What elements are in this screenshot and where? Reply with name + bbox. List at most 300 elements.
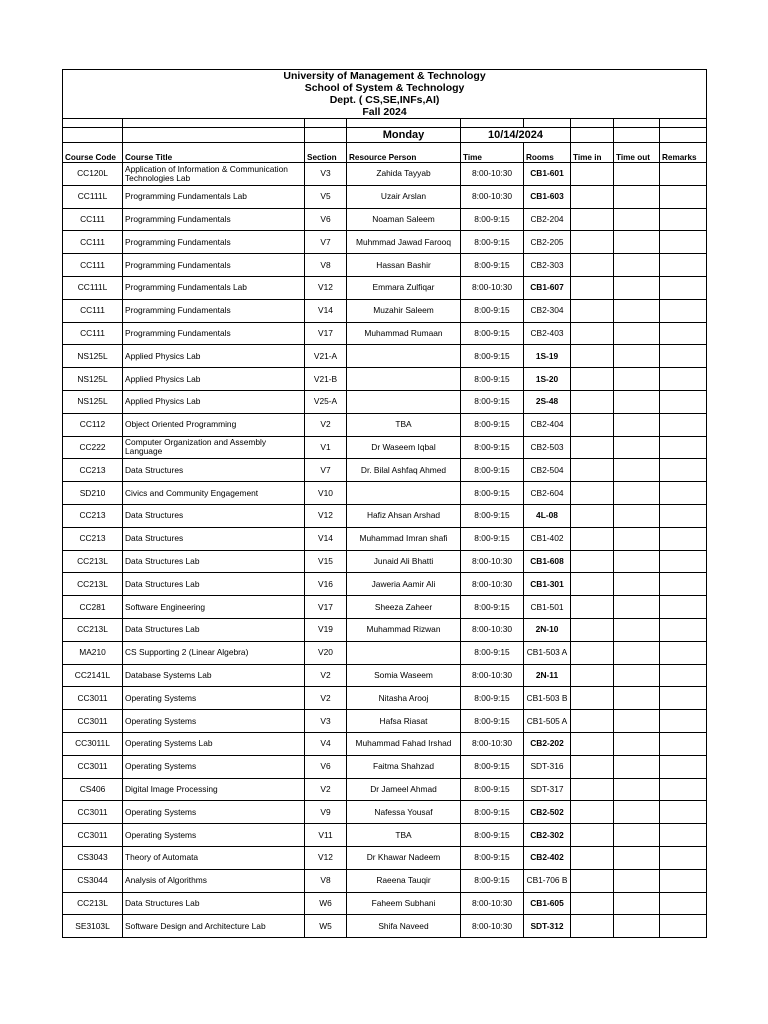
time-in-cell [571,231,614,254]
resource-person-cell: TBA [347,824,461,847]
time-out-cell [614,755,660,778]
time-cell: 8:00-10:30 [461,573,524,596]
resource-person-cell: Hassan Bashir [347,254,461,277]
col-resource-person: Resource Person [347,143,461,163]
section-cell: V15 [305,550,347,573]
section-cell: V9 [305,801,347,824]
course-title-cell: Data Structures [123,459,305,482]
section-cell: V2 [305,413,347,436]
course-title-cell: Data Structures Lab [123,618,305,641]
room-cell: CB1-706 B [524,869,571,892]
remarks-cell [660,299,707,322]
resource-person-cell: Nitasha Arooj [347,687,461,710]
course-code-cell: CS3044 [63,869,123,892]
course-title-cell: Civics and Community Engagement [123,482,305,505]
course-title-cell: Computer Organization and Assembly Language [123,436,305,459]
time-in-cell [571,482,614,505]
time-out-cell [614,482,660,505]
resource-person-cell: Muzahir Saleem [347,299,461,322]
time-cell: 8:00-9:15 [461,322,524,345]
time-in-cell [571,163,614,186]
course-code-cell: CC213 [63,504,123,527]
time-in-cell [571,687,614,710]
room-cell: CB1-607 [524,276,571,299]
col-remarks: Remarks [660,143,707,163]
course-code-cell: CC213 [63,459,123,482]
resource-person-cell [347,641,461,664]
time-cell: 8:00-9:15 [461,436,524,459]
time-cell: 8:00-10:30 [461,915,524,938]
time-in-cell [571,778,614,801]
col-course-code: Course Code [63,143,123,163]
room-cell: 1S-20 [524,368,571,391]
section-cell: V21-A [305,345,347,368]
section-cell: V11 [305,824,347,847]
room-cell: CB1-501 [524,596,571,619]
course-title-cell: Programming Fundamentals [123,254,305,277]
table-row [63,390,707,413]
time-cell: 8:00-10:30 [461,892,524,915]
section-cell: V2 [305,664,347,687]
table-row [63,368,707,391]
time-in-cell [571,527,614,550]
room-cell: CB2-403 [524,322,571,345]
time-in-cell [571,824,614,847]
resource-person-cell: Muhammad Rizwan [347,618,461,641]
time-out-cell [614,778,660,801]
table-row [63,322,707,345]
course-title-cell: Theory of Automata [123,846,305,869]
time-in-cell [571,413,614,436]
table-row [63,801,707,824]
section-cell: W6 [305,892,347,915]
room-cell: CB2-604 [524,482,571,505]
time-cell: 8:00-9:15 [461,596,524,619]
course-code-cell: CC111 [63,322,123,345]
section-cell: V4 [305,732,347,755]
time-out-cell [614,345,660,368]
section-cell: V1 [305,436,347,459]
section-cell: V5 [305,185,347,208]
time-in-cell [571,390,614,413]
time-out-cell [614,254,660,277]
time-in-cell [571,185,614,208]
course-title-cell: Database Systems Lab [123,664,305,687]
time-cell: 8:00-10:30 [461,163,524,186]
section-cell: V14 [305,299,347,322]
resource-person-cell: Junaid Ali Bhatti [347,550,461,573]
room-cell: CB2-504 [524,459,571,482]
resource-person-cell: Hafiz Ahsan Arshad [347,504,461,527]
time-out-cell [614,596,660,619]
section-cell: V10 [305,482,347,505]
time-cell: 8:00-9:15 [461,641,524,664]
timetable [62,69,707,938]
course-code-cell: CS406 [63,778,123,801]
time-in-cell [571,618,614,641]
remarks-cell [660,915,707,938]
section-cell: V12 [305,504,347,527]
course-title-cell: Programming Fundamentals [123,322,305,345]
room-cell: SDT-317 [524,778,571,801]
remarks-cell [660,664,707,687]
course-code-cell: CC3011 [63,755,123,778]
day-label: Monday [347,128,461,143]
section-cell: V8 [305,254,347,277]
time-in-cell [571,573,614,596]
time-in-cell [571,436,614,459]
resource-person-cell: Sheeza Zaheer [347,596,461,619]
course-title-cell: Applied Physics Lab [123,345,305,368]
room-cell: CB2-303 [524,254,571,277]
resource-person-cell: Faitma Shahzad [347,755,461,778]
table-row [63,413,707,436]
time-out-cell [614,550,660,573]
time-out-cell [614,618,660,641]
course-code-cell: CC111L [63,185,123,208]
section-cell: V6 [305,755,347,778]
time-out-cell [614,527,660,550]
time-out-cell [614,231,660,254]
section-cell: V16 [305,573,347,596]
col-course-title: Course Title [123,143,305,163]
time-cell: 8:00-9:15 [461,801,524,824]
course-title-cell: Programming Fundamentals [123,208,305,231]
table-row [63,755,707,778]
time-cell: 8:00-9:15 [461,869,524,892]
section-cell: V25-A [305,390,347,413]
time-cell: 8:00-9:15 [461,824,524,847]
time-out-cell [614,504,660,527]
course-title-cell: Programming Fundamentals Lab [123,185,305,208]
time-in-cell [571,710,614,733]
table-row [63,915,707,938]
course-code-cell: NS125L [63,345,123,368]
course-title-cell: Application of Information & Communication Technologies Lab [123,163,305,186]
remarks-cell [660,596,707,619]
remarks-cell [660,208,707,231]
course-code-cell: CC3011 [63,824,123,847]
table-row [63,573,707,596]
time-out-cell [614,846,660,869]
section-cell: V12 [305,276,347,299]
resource-person-cell: Shifa Naveed [347,915,461,938]
col-time-in: Time in [571,143,614,163]
course-title-cell: Object Oriented Programming [123,413,305,436]
table-row [63,482,707,505]
time-out-cell [614,390,660,413]
room-cell: CB2-302 [524,824,571,847]
time-cell: 8:00-9:15 [461,710,524,733]
resource-person-cell: Muhammad Rumaan [347,322,461,345]
time-in-cell [571,322,614,345]
table-row [63,846,707,869]
room-cell: CB1-301 [524,573,571,596]
remarks-cell [660,368,707,391]
time-out-cell [614,824,660,847]
time-cell: 8:00-10:30 [461,276,524,299]
section-cell: V2 [305,687,347,710]
room-cell: CB1-605 [524,892,571,915]
remarks-cell [660,801,707,824]
time-out-cell [614,276,660,299]
room-cell: CB2-204 [524,208,571,231]
time-in-cell [571,504,614,527]
table-row [63,778,707,801]
resource-person-cell: Somia Waseem [347,664,461,687]
room-cell: SDT-312 [524,915,571,938]
resource-person-cell: Dr Waseem Iqbal [347,436,461,459]
section-cell: W5 [305,915,347,938]
col-time-out: Time out [614,143,660,163]
time-out-cell [614,185,660,208]
remarks-cell [660,504,707,527]
time-in-cell [571,846,614,869]
course-code-cell: SD210 [63,482,123,505]
resource-person-cell: Emmara Zulfiqar [347,276,461,299]
room-cell: 2S-48 [524,390,571,413]
remarks-cell [660,710,707,733]
time-in-cell [571,368,614,391]
time-out-cell [614,413,660,436]
time-cell: 8:00-10:30 [461,550,524,573]
remarks-cell [660,892,707,915]
resource-person-cell: Noaman Saleem [347,208,461,231]
section-cell: V19 [305,618,347,641]
course-code-cell: CC112 [63,413,123,436]
time-cell: 8:00-9:15 [461,846,524,869]
remarks-cell [660,254,707,277]
table-row [63,527,707,550]
course-title-cell: CS Supporting 2 (Linear Algebra) [123,641,305,664]
remarks-cell [660,618,707,641]
time-out-cell [614,801,660,824]
room-cell: 4L-08 [524,504,571,527]
course-code-cell: CC213L [63,892,123,915]
room-cell: CB1-603 [524,185,571,208]
room-cell: CB2-205 [524,231,571,254]
course-title-cell: Data Structures [123,504,305,527]
course-code-cell: CC3011L [63,732,123,755]
resource-person-cell: Muhmmad Jawad Farooq [347,231,461,254]
table-row [63,641,707,664]
table-row [63,710,707,733]
remarks-cell [660,641,707,664]
time-in-cell [571,254,614,277]
section-cell: V20 [305,641,347,664]
course-title-cell: Operating Systems [123,801,305,824]
course-title-cell: Programming Fundamentals Lab [123,276,305,299]
time-cell: 8:00-9:15 [461,527,524,550]
course-code-cell: SE3103L [63,915,123,938]
time-in-cell [571,915,614,938]
table-row [63,550,707,573]
time-cell: 8:00-9:15 [461,687,524,710]
room-cell: CB1-503 B [524,687,571,710]
school-title: School of System & Technology [63,82,707,94]
remarks-cell [660,459,707,482]
time-out-cell [614,664,660,687]
resource-person-cell: Uzair Arslan [347,185,461,208]
table-row [63,276,707,299]
room-cell: CB1-503 A [524,641,571,664]
time-cell: 8:00-9:15 [461,413,524,436]
remarks-cell [660,345,707,368]
resource-person-cell: Hafsa Riasat [347,710,461,733]
table-row [63,459,707,482]
time-out-cell [614,892,660,915]
resource-person-cell [347,390,461,413]
term-title: Fall 2024 [63,106,707,119]
section-cell: V3 [305,163,347,186]
table-row [63,687,707,710]
resource-person-cell: Muhammad Fahad Irshad [347,732,461,755]
resource-person-cell: Dr. Bilal Ashfaq Ahmed [347,459,461,482]
resource-person-cell: Jaweria Aamir Ali [347,573,461,596]
room-cell: CB2-502 [524,801,571,824]
time-cell: 8:00-9:15 [461,345,524,368]
time-in-cell [571,299,614,322]
course-code-cell: CC222 [63,436,123,459]
room-cell: CB2-304 [524,299,571,322]
remarks-cell [660,869,707,892]
time-cell: 8:00-9:15 [461,208,524,231]
room-cell: CB2-402 [524,846,571,869]
course-code-cell: CS3043 [63,846,123,869]
time-in-cell [571,801,614,824]
time-in-cell [571,641,614,664]
time-out-cell [614,573,660,596]
resource-person-cell: Dr Khawar Nadeem [347,846,461,869]
course-code-cell: CC120L [63,163,123,186]
time-in-cell [571,345,614,368]
course-code-cell: CC111 [63,299,123,322]
section-cell: V3 [305,710,347,733]
time-in-cell [571,208,614,231]
column-header-row [63,143,707,163]
resource-person-cell: Raeena Tauqir [347,869,461,892]
remarks-cell [660,550,707,573]
time-in-cell [571,276,614,299]
section-cell: V7 [305,231,347,254]
course-code-cell: MA210 [63,641,123,664]
resource-person-cell [347,345,461,368]
time-out-cell [614,436,660,459]
course-code-cell: NS125L [63,368,123,391]
table-row [63,504,707,527]
time-out-cell [614,710,660,733]
resource-person-cell [347,368,461,391]
remarks-cell [660,778,707,801]
resource-person-cell: Nafessa Yousaf [347,801,461,824]
remarks-cell [660,732,707,755]
table-row [63,824,707,847]
remarks-cell [660,185,707,208]
course-title-cell: Operating Systems [123,687,305,710]
course-code-cell: CC3011 [63,710,123,733]
time-out-cell [614,208,660,231]
course-code-cell: NS125L [63,390,123,413]
course-code-cell: CC213L [63,550,123,573]
dept-title: Dept. ( CS,SE,INFs,AI) [63,94,707,106]
time-out-cell [614,459,660,482]
remarks-cell [660,482,707,505]
remarks-cell [660,413,707,436]
course-title-cell: Programming Fundamentals [123,231,305,254]
section-cell: V14 [305,527,347,550]
course-title-cell: Applied Physics Lab [123,390,305,413]
course-title-cell: Software Design and Architecture Lab [123,915,305,938]
time-cell: 8:00-9:15 [461,459,524,482]
time-cell: 8:00-9:15 [461,778,524,801]
course-code-cell: CC281 [63,596,123,619]
room-cell: CB2-202 [524,732,571,755]
room-cell: CB1-505 A [524,710,571,733]
time-in-cell [571,869,614,892]
resource-person-cell: Muhammad Imran shafi [347,527,461,550]
room-cell: CB2-404 [524,413,571,436]
remarks-cell [660,687,707,710]
course-title-cell: Operating Systems [123,824,305,847]
course-title-cell: Digital Image Processing [123,778,305,801]
time-out-cell [614,869,660,892]
time-cell: 8:00-10:30 [461,185,524,208]
table-row [63,892,707,915]
time-cell: 8:00-9:15 [461,231,524,254]
time-cell: 8:00-10:30 [461,664,524,687]
course-code-cell: CC213L [63,618,123,641]
time-in-cell [571,459,614,482]
course-title-cell: Data Structures Lab [123,892,305,915]
course-code-cell: CC3011 [63,687,123,710]
resource-person-cell: Zahida Tayyab [347,163,461,186]
time-cell: 8:00-9:15 [461,482,524,505]
time-out-cell [614,322,660,345]
course-code-cell: CC111L [63,276,123,299]
section-cell: V6 [305,208,347,231]
table-row [63,254,707,277]
time-out-cell [614,368,660,391]
course-code-cell: CC213L [63,573,123,596]
time-out-cell [614,641,660,664]
table-row [63,185,707,208]
time-in-cell [571,892,614,915]
resource-person-cell: Faheem Subhani [347,892,461,915]
course-title-cell: Data Structures Lab [123,573,305,596]
course-code-cell: CC111 [63,231,123,254]
time-cell: 8:00-9:15 [461,504,524,527]
time-out-cell [614,299,660,322]
table-row [63,664,707,687]
remarks-cell [660,322,707,345]
room-cell: CB1-402 [524,527,571,550]
room-cell: 1S-19 [524,345,571,368]
remarks-cell [660,846,707,869]
time-in-cell [571,664,614,687]
table-row [63,618,707,641]
time-cell: 8:00-9:15 [461,755,524,778]
remarks-cell [660,527,707,550]
time-cell: 8:00-9:15 [461,368,524,391]
section-cell: V7 [305,459,347,482]
room-cell: CB1-608 [524,550,571,573]
course-code-cell: CC2141L [63,664,123,687]
time-cell: 8:00-9:15 [461,254,524,277]
room-cell: CB1-601 [524,163,571,186]
table-row [63,299,707,322]
time-cell: 8:00-9:15 [461,299,524,322]
resource-person-cell: TBA [347,413,461,436]
